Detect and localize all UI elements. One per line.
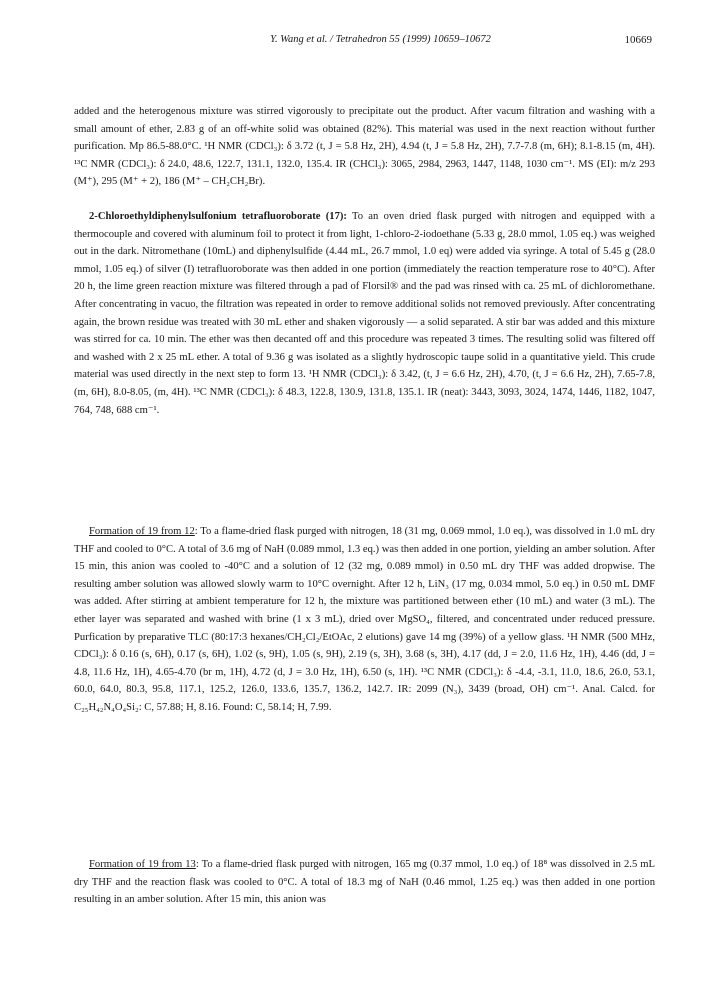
procedure-heading: Formation of 19 from 13 [89, 859, 196, 870]
paragraph-text: : To a flame-dried flask purged with nitrogen, 165 mg (0.37 mmol, 1.0 eq.) of 18⁸ was dissolved in 2.5 mL dry THF and the reaction flask was cooled to 0°C. A total of 18.3 mg of NaH (0.46 mmol, 1.25 eq.) was then added in one portion resulting in an amber solution. After 15 min, this anion was [74, 859, 655, 906]
paragraph-text: To an oven dried flask purged with nitrogen and equipped with a thermocouple and covered with aluminum foil to protect it from light, 1-chloro-2-iodoethane (5.33 g, 28.0 mmol, 1.05 eq.) was weighed out in the dark. Nitromethane (10mL) and diphenylsulfide (4.44 mL, 26.7 mmol, 1.0 eq) were added via syringe. A total of 5.45 g (28.0 mmol, 1.05 eq.) of silver (I) tetrafluoroborate was then added in one portion (immediately the reaction temperature rose to 40°C). After 20 h, the lime green reaction mixture was filtered through a pad of Florsil® and the pad was rinsed with ca. 25 mL of dichloromethane. After concentrating in vacuo, the filtration was repeated in order to remove additional solids not removed previously. After concentrating again, the brown residue was treated with 30 mL ether and shaken vigorously — a solid separated. A stir bar was added and this mixture was stirred for ca. 10 min. The ether was then decanted off and this procedure was repeated 3 times. The resulting solid was filtered off and washed with 2 x 25 mL ether. A total of 9.36 g was isolated as a slightly hydroscopic taupe solid in a quantitative yield. This crude material was used directly in the next step to form 13. ¹H NMR (CDCl₃): δ 3.42, (t, J = 6.6 Hz, 2H), 4.70, (t, J = 6.6 Hz, 2H), 7.65-7.8, (m, 6H), 8.0-8.05, (m, 4H). ¹³C NMR (CDCl₃): δ 48.3, 122.8, 130.9, 131.8, 135.1. IR (neat): 3443, 3093, 3024, 1474, 1446, 1182, 1047, 764, 748, 688 cm⁻¹. [74, 211, 655, 416]
paragraph-formation-19-from-12 [74, 523, 655, 717]
compound-heading: 2-Chloroethyldiphenylsulfonium tetrafluoroborate (17): [89, 211, 347, 222]
paragraph-text: added and the heterogenous mixture was stirred vigorously to precipitate out the product. After vacum filtration and washing with a small amount of ether, 2.83 g of an off-white solid was obtained (82%). This material was used in the next reaction without further purification. Mp 86.5-88.0°C. ¹H NMR (CDCl₃): δ 3.72 (t, J = 5.8 Hz, 2H), 4.94 (t, J = 5.8 Hz, 2H), 7.7-7.8 (m, 6H); 8.1-8.15 (m, 4H). ¹³C NMR (CDCl₃): δ 24.0, 48.6, 122.7, 131.1, 132.0, 135.4. IR (CHCl₃): 3065, 2984, 2963, 1447, 1148, 1030 cm⁻¹. MS (EI): m/z 293 (M⁺), 295 (M⁺ + 2), 186 (M⁺ – CH₂CH₂Br). [74, 106, 655, 188]
paragraph-text: : To a flame-dried flask purged with nitrogen, 18 (31 mg, 0.069 mmol, 1.0 eq.), was dissolved in 1.0 mL dry THF and cooled to 0°C. A total of 3.6 mg of NaH (0.089 mmol, 1.3 eq.) was then added in one portion, yielding an amber solution. After 15 min, this anion was cooled to -40°C and a solution of 12 (32 mg, 0.089 mmol) in 0.50 mL dry THF was added dropwise. The resulting amber solution was allowed slowly warm to 10°C overnight. After 12 h, LiN₃ (17 mg, 0.034 mmol, 5.0 eq.) in 0.50 mL DMF was added. After stirring at ambient temperature for 12 h, the mixture was partitioned between ether (10 mL) and water (3 mL). The ether layer was separated and washed with brine (1 x 3 mL), dried over MgSO₄, filtered, and concentrated under reduced pressure. Purfication by preparative TLC (80:17:3 hexanes/CH₂Cl₂/EtOAc, 2 elutions) gave 14 mg (39%) of a yellow glass. ¹H NMR (500 MHz, CDCl₃): δ 0.16 (s, 6H), 0.17 (s, 6H), 1.02 (s, 9H), 1.05 (s, 9H), 2.19 (s, 3H), 3.68 (s, 3H), 4.17 (dd, J = 2.0, 11.6 Hz, 1H), 4.46 (dd, J = 4.8, 11.6 Hz, 1H), 4.65-4.70 (br m, 1H), 4.72 (d, J = 3.0 Hz, 1H), 6.50 (s, 1H). ¹³C NMR (CDCl₃): δ -4.4, -3.1, 11.0, 18.6, 26.0, 53.1, 60.0, 64.0, 80.3, 95.8, 117.1, 125.2, 126.0, 133.6, 135.7, 136.2, 142.7. IR: 2099 (N₃), 3439 (broad, OH) cm⁻¹. Anal. Calcd. for C₂₅H₄₂N₄O₄Si₂: C, 57.88; H, 8.16. Found: C, 58.14; H, 7.99. [74, 526, 655, 713]
procedure-heading: Formation of 19 from 12 [89, 526, 195, 537]
paragraph-chloroethyl-sulfonium [74, 208, 655, 419]
paragraph-bromoethyl-product [74, 103, 655, 191]
paragraph-formation-19-from-13 [74, 856, 655, 909]
running-title: Y. Wang et al. / Tetrahedron 55 (1999) 10659–10672 [270, 34, 491, 45]
page-number: 10669 [624, 34, 652, 46]
page-header [75, 34, 652, 50]
